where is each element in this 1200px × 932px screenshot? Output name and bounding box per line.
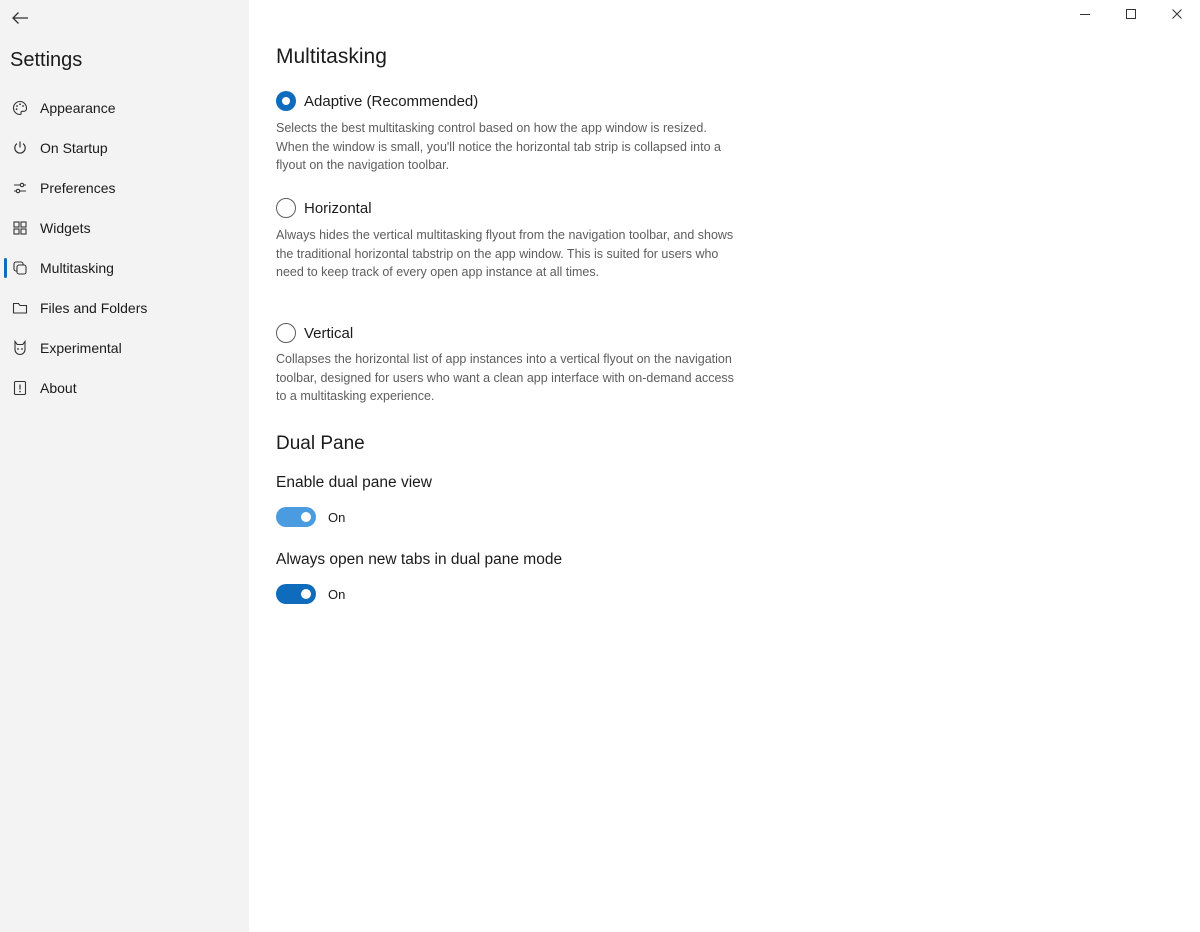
sidebar-item-files-and-folders[interactable] [0,288,249,328]
close-button[interactable] [1154,0,1200,32]
toggle-state: On [328,509,346,525]
radio-label: Horizontal [304,199,372,217]
sidebar-item-on-startup[interactable] [0,128,249,168]
minimize-icon [1079,7,1091,25]
radio-indicator[interactable] [276,323,296,343]
back-arrow-icon [11,11,29,30]
radio-indicator[interactable] [276,198,296,218]
sidebar-item-experimental[interactable] [0,328,249,368]
experimental-icon [12,340,28,356]
toggle-state: On [328,586,346,602]
radio-adaptive[interactable] [276,91,478,111]
setting-label-always-open-dual-pane: Always open new tabs in dual pane mode [276,551,563,568]
power-icon [12,140,28,156]
sidebar [0,0,249,932]
option-description: Always hides the vertical multitasking flyout from the navigation toolbar, and shows the traditional horizontal tabstrip on the app window. This is suited for users who need to keep track of every open app instance at all times. [276,228,734,279]
radio-horizontal[interactable] [276,198,372,218]
info-icon [12,380,28,396]
sidebar-item-label: Experimental [40,340,122,356]
window-caption-buttons [1062,0,1200,32]
sliders-icon [12,180,28,196]
maximize-button[interactable] [1108,0,1154,32]
sidebar-item-about[interactable] [0,368,249,408]
folder-icon [12,300,28,316]
toggle-enable-dual-pane[interactable] [276,507,345,527]
toggle-switch[interactable] [276,584,316,604]
sidebar-item-label: About [40,380,77,396]
sidebar-item-widgets[interactable] [0,208,249,248]
sidebar-item-appearance[interactable] [0,88,249,128]
section-title-dual-pane: Dual Pane [276,433,365,454]
radio-label: Adaptive (Recommended) [304,92,479,110]
sidebar-nav [0,88,249,408]
page-title: Multitasking [276,45,387,68]
sidebar-item-label: Multitasking [40,260,114,276]
multitasking-icon [12,260,28,276]
sidebar-item-label: Appearance [40,100,116,116]
option-description: Collapses the horizontal list of app instances into a vertical flyout on the navigation toolbar, designed for users who want a clean app interface with on-demand access to a multitasking experience. [276,352,734,403]
widgets-icon [12,220,28,236]
sidebar-item-label: Widgets [40,220,91,236]
sidebar-item-preferences[interactable] [0,168,249,208]
radio-label: Vertical [304,324,354,342]
close-icon [1171,7,1183,25]
minimize-button[interactable] [1062,0,1108,32]
sidebar-item-multitasking[interactable] [0,248,249,288]
setting-label-enable-dual-pane: Enable dual pane view [276,474,432,491]
sidebar-item-label: Preferences [40,180,116,196]
back-button[interactable] [6,6,34,34]
sidebar-title: Settings [10,49,83,71]
sidebar-item-label: On Startup [40,140,108,156]
radio-vertical[interactable] [276,323,353,343]
option-description: Selects the best multitasking control based on how the app window is resized. When the window is small, you'll notice the horizontal tab strip is collapsed into a flyout on the navigation toolbar. [276,121,721,172]
toggle-switch[interactable] [276,507,316,527]
palette-icon [12,100,28,116]
maximize-icon [1125,7,1137,25]
radio-indicator[interactable] [276,91,296,111]
sidebar-item-label: Files and Folders [40,300,148,316]
toggle-always-open-dual-pane[interactable] [276,584,345,604]
